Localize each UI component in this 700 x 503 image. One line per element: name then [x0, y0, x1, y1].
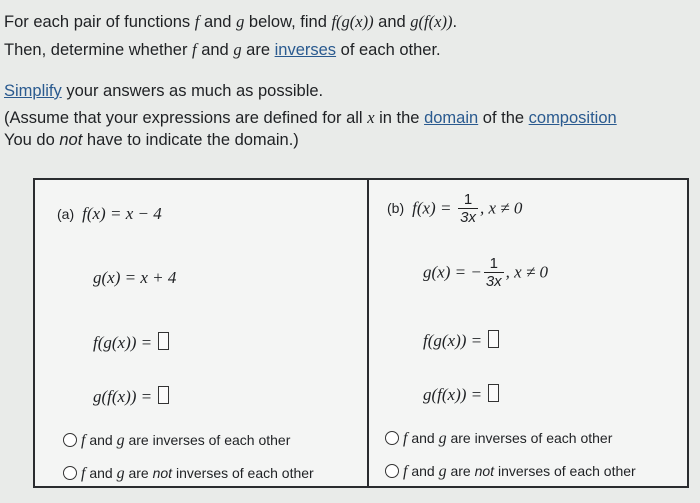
instructions-text: your answers as much as possible. — [61, 82, 324, 100]
f-symbol: f — [81, 432, 86, 449]
fraction-denominator: 3x — [460, 209, 477, 226]
part-b-g-lhs: g(x) = − — [423, 262, 482, 282]
option-text: inverses of each other — [172, 465, 314, 481]
part-b-f-fraction — [458, 192, 478, 226]
x-symbol: x — [367, 108, 375, 127]
option-text: and — [407, 463, 439, 479]
intro-line-2 — [4, 40, 441, 60]
fgx-expression: f(g(x)) — [331, 12, 374, 31]
part-a-g-expression: g(x) = x + 4 — [93, 268, 177, 287]
instructions-line-3 — [4, 131, 299, 150]
instructions-text: in the — [374, 109, 425, 127]
intro-text: below, find — [244, 13, 332, 31]
gfx-expression: g(f(x)) — [410, 12, 453, 31]
intro-text: and — [199, 13, 237, 31]
option-text: and — [407, 430, 439, 446]
part-b-fg-row — [423, 330, 499, 351]
option-text: are inverses of each other — [124, 432, 291, 448]
part-a-f-expression: f(x) = x − 4 — [82, 204, 162, 223]
intro-text: . — [452, 13, 458, 31]
f-symbol: f — [81, 465, 86, 482]
g-symbol: g — [438, 430, 447, 447]
part-a-f-definition — [57, 204, 162, 224]
radio-button[interactable] — [385, 431, 399, 445]
not-emphasis: not — [59, 131, 83, 149]
f-symbol: f — [403, 463, 408, 480]
option-text: are — [446, 463, 475, 479]
option-text: are inverses of each other — [446, 430, 613, 446]
part-b-f-condition: , x ≠ 0 — [480, 198, 523, 218]
part-b-f-lhs: f(x) = — [412, 198, 452, 218]
f-symbol: f — [403, 430, 408, 447]
part-a-option-inverses[interactable] — [63, 432, 290, 450]
part-a-fg-prompt: f(g(x)) = — [93, 333, 153, 352]
fraction-denominator: 3x — [485, 273, 502, 290]
part-b-label: (b) — [387, 200, 405, 217]
problem-panel — [33, 178, 689, 488]
simplify-link[interactable]: Simplify — [4, 82, 62, 100]
instructions-text: (Assume that your expressions are defined for all — [4, 109, 368, 127]
part-a-fg-answer-input[interactable] — [158, 332, 169, 350]
not-emphasis: not — [152, 465, 173, 481]
part-b-f-definition — [387, 192, 522, 226]
part-a-option-not-inverses[interactable] — [63, 465, 314, 483]
intro-text: Then, determine whether — [4, 41, 193, 59]
f-symbol: f — [194, 12, 200, 31]
instructions-text: You do — [4, 131, 60, 149]
g-symbol: g — [233, 40, 242, 59]
instructions-text: have to indicate the domain.) — [82, 131, 299, 149]
option-text: and — [85, 432, 117, 448]
g-symbol: g — [116, 432, 125, 449]
radio-button[interactable] — [63, 433, 77, 447]
composition-link[interactable]: composition — [528, 109, 617, 127]
part-a-gf-row — [93, 386, 169, 407]
part-a-gf-prompt: g(f(x)) = — [93, 387, 153, 406]
intro-line-1 — [4, 12, 457, 32]
fraction-numerator: 1 — [463, 191, 473, 208]
panel-divider — [367, 180, 369, 486]
instructions-line-2 — [4, 108, 617, 128]
domain-link[interactable]: domain — [424, 109, 479, 127]
option-text: inverses of each other — [494, 463, 636, 479]
part-a-g-definition — [93, 268, 176, 288]
part-b-g-fraction — [484, 256, 504, 290]
part-b-gf-answer-input[interactable] — [488, 384, 499, 402]
part-b-fg-answer-input[interactable] — [488, 330, 499, 348]
intro-text: and — [196, 41, 234, 59]
part-b-gf-prompt: g(f(x)) = — [423, 385, 483, 404]
intro-text: are — [241, 41, 275, 59]
part-a-fg-row — [93, 332, 169, 353]
intro-text: For each pair of functions — [4, 13, 195, 31]
g-symbol: g — [116, 465, 125, 482]
part-b-g-definition — [423, 256, 548, 290]
option-text: and — [85, 465, 117, 481]
option-text: are — [124, 465, 153, 481]
g-symbol: g — [236, 12, 245, 31]
part-b-option-inverses[interactable] — [385, 430, 612, 448]
part-a-gf-answer-input[interactable] — [158, 386, 169, 404]
not-emphasis: not — [474, 463, 495, 479]
radio-button[interactable] — [63, 466, 77, 480]
intro-text: and — [373, 13, 411, 31]
fraction-numerator: 1 — [489, 255, 498, 272]
intro-text: of each other. — [336, 41, 441, 59]
part-b-gf-row — [423, 384, 499, 405]
instructions-text: of the — [478, 109, 529, 127]
part-b-g-condition: , x ≠ 0 — [505, 262, 549, 282]
part-a-label: (a) — [57, 206, 75, 222]
radio-button[interactable] — [385, 464, 399, 478]
part-b-fg-prompt: f(g(x)) = — [423, 331, 483, 350]
part-b-option-not-inverses[interactable] — [385, 463, 636, 481]
instructions-line-1 — [4, 82, 323, 101]
g-symbol: g — [438, 463, 447, 480]
inverses-link[interactable]: inverses — [274, 41, 337, 59]
f-symbol: f — [192, 40, 197, 59]
